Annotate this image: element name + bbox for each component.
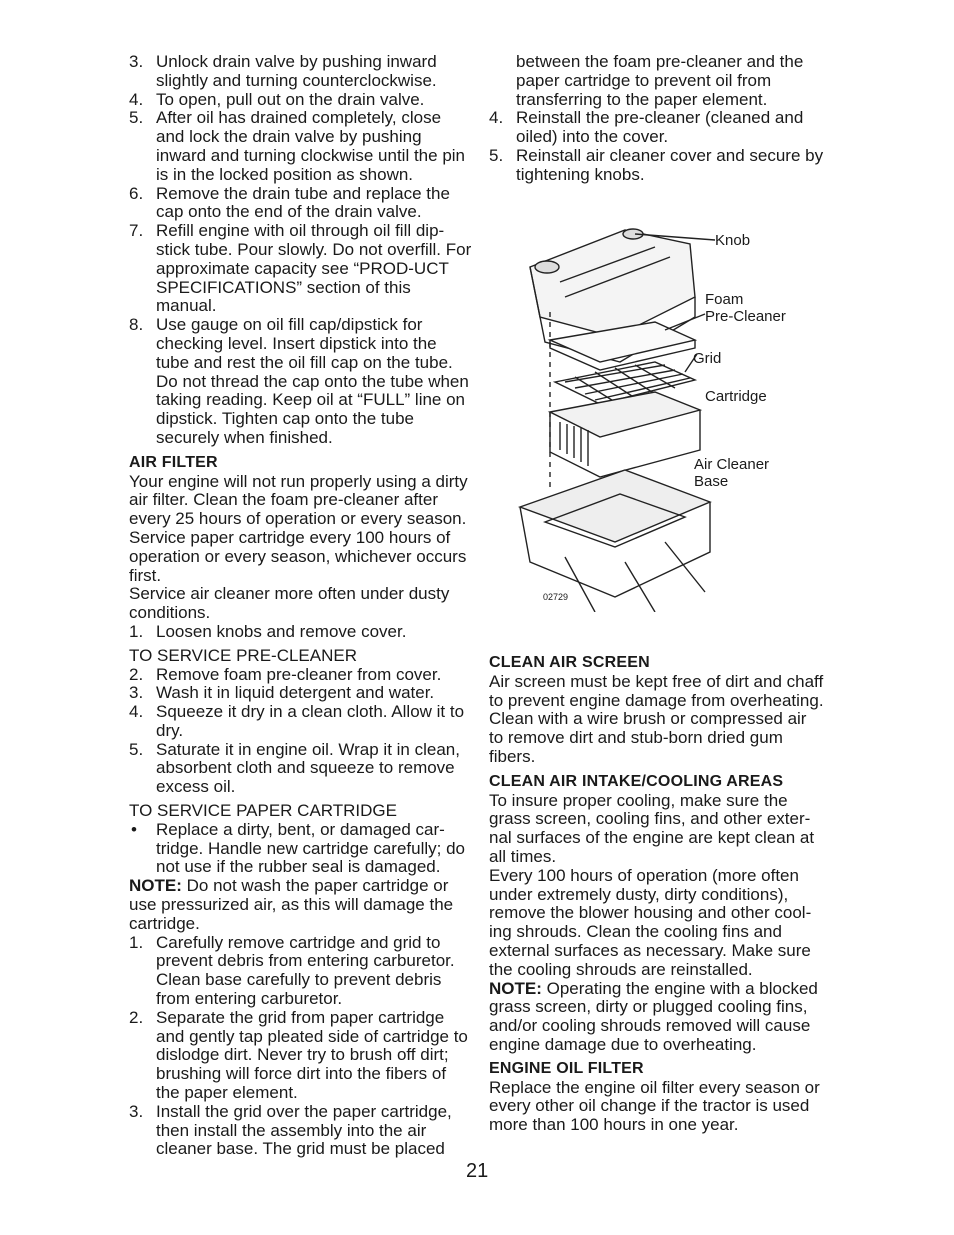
knob-label: Knob	[715, 232, 751, 249]
list-item: 1. Loosen knobs and remove cover.	[129, 621, 407, 641]
drain-steps-list	[129, 53, 474, 448]
list-item: 2. Separate the grid from paper cartridge and gently tap pleated side of cartridge to dislodge dirt. Never try to brush off dirt; brushing will force dirt into the fibers of the paper element.	[129, 1007, 468, 1103]
right-column-bottom	[489, 654, 824, 1135]
engine-oil-filter-heading: ENGINE OIL FILTER	[489, 1059, 644, 1077]
figure-id: 02729	[543, 592, 569, 602]
list-item: 4. To open, pull out on the drain valve.	[129, 89, 425, 109]
air-cleaner-illustration	[505, 222, 805, 612]
cartridge-note: NOTE: Do not wash the paper cartridge or use pressurized air, as this will damage the cartridge.	[129, 876, 454, 933]
air-cleaner-exploded-diagram	[505, 222, 805, 612]
list-item: 3. Unlock drain valve by pushing inward slightly and turning counterclockwise.	[129, 52, 437, 90]
list-item: 7. Refill engine with oil through oil fill dip-stick tube. Pour slowly. Do not overfill. For approximate capacity see “PROD-UCT SPECIFICATIONS” section of this manual.	[129, 221, 472, 316]
clean-air-screen-heading: CLEAN AIR SCREEN	[489, 654, 650, 671]
paper-cartridge-heading: TO SERVICE PAPER CARTRIDGE	[129, 801, 397, 821]
list-item: 2. Remove foam pre-cleaner from cover.	[129, 664, 442, 684]
right-column-top	[489, 53, 824, 185]
cartridge-label: Cartridge	[705, 388, 767, 405]
continuation-text: between the foam pre-cleaner and the paper cartridge to prevent oil from transferring to the paper element.	[516, 52, 804, 109]
list-item: 6. Remove the drain tube and replace the cap onto the end of the drain valve.	[129, 183, 450, 222]
list-item: 5. Reinstall air cleaner cover and secure by tightening knobs.	[489, 145, 824, 184]
intake-cooling-paragraph-2: Every 100 hours of operation (more often under extremely dusty, dirty conditions), remove the blower housing and other cool-ing shrouds. Clean the cooling fins and external surfaces as necessary. Make sure the cooling shrouds are reinstalled.	[489, 865, 812, 979]
list-item: 1. Carefully remove cartridge and grid to prevent debris from entering carburetor. Clean base carefully to prevent debris from entering carburetor.	[129, 932, 455, 1009]
list-item: • Replace a dirty, bent, or damaged car-tridge. Handle new cartridge carefully; do not use if the rubber seal is damaged.	[131, 819, 465, 877]
engine-oil-filter-text: Replace the engine oil filter every season or every other oil change if the tractor is used more than 100 hours in one year.	[489, 1077, 820, 1135]
intake-cooling-paragraph: To insure proper cooling, make sure the grass screen, cooling fins, and other exter-nal surfaces of the engine are kept clean at all times.	[489, 790, 815, 866]
remove-cover-step	[129, 623, 474, 642]
air-filter-heading: AIR FILTER	[129, 453, 218, 471]
cartridge-bullet-list	[129, 821, 474, 877]
cartridge-steps-list	[129, 934, 474, 1160]
air-filter-paragraph: Your engine will not run properly using a dirty air filter. Clean the foam pre-cleaner after every 25 hours of operation or every season. Service paper cartridge every 100 hours of operation or every season, whichever occurs first.	[129, 471, 468, 585]
pre-cleaner-steps-list	[129, 666, 474, 798]
pre-cleaner-heading: TO SERVICE PRE-CLEANER	[129, 645, 357, 665]
list-item: 8. Use gauge on oil fill cap/dipstick for checking level. Insert dipstick into the tube and rest the oil fill cap on the tube. Do not thread the cap onto the tube when taking reading. Keep oil at “FULL” line on dipstick. Tighten cap onto the tube securely when finished.	[129, 315, 469, 447]
base-label: Base	[694, 473, 729, 490]
air-cleaner-label: Air Cleaner	[694, 456, 770, 473]
page-number: 21	[466, 1160, 489, 1182]
list-item: 5. Saturate it in engine oil. Wrap it in clean, absorbent cloth and squeeze to remove excess oil.	[129, 739, 460, 797]
list-item: 4. Squeeze it dry in a clean cloth. Allow it to dry.	[129, 702, 465, 740]
reinstall-steps-list	[489, 109, 824, 184]
pre-cleaner-label: Pre-Cleaner	[705, 308, 786, 325]
clean-air-screen-text: Air screen must be kept free of dirt and chaff to prevent engine damage from overheating. Clean with a wire brush or compressed air to remove dirt and stub-born dried gum fibers.	[489, 671, 824, 766]
grid-label: Grid	[693, 350, 722, 367]
list-item: 3. Install the grid over the paper cartridge, then install the assembly into the air cleaner base. The grid must be placed	[129, 1101, 452, 1159]
intake-cooling-heading: CLEAN AIR INTAKE/COOLING AREAS	[489, 772, 784, 790]
intake-note: NOTE: Operating the engine with a blocked grass screen, dirty or plugged cooling fins, and/or cooling shrouds removed will cause engine damage due to overheating.	[489, 978, 818, 1054]
bullet-icon: •	[131, 819, 137, 839]
list-item: 4. Reinstall the pre-cleaner (cleaned and oiled) into the cover.	[489, 108, 804, 147]
air-filter-paragraph-dusty: Service air cleaner more often under dusty conditions.	[129, 584, 450, 623]
left-column	[129, 53, 474, 1159]
foam-label: Foam	[705, 291, 744, 308]
list-item: 5. After oil has drained completely, close and lock the drain valve by pushing inward and turning clockwise until the pin is in the locked position as shown.	[129, 108, 466, 184]
list-item: 3. Wash it in liquid detergent and water.	[129, 683, 435, 703]
